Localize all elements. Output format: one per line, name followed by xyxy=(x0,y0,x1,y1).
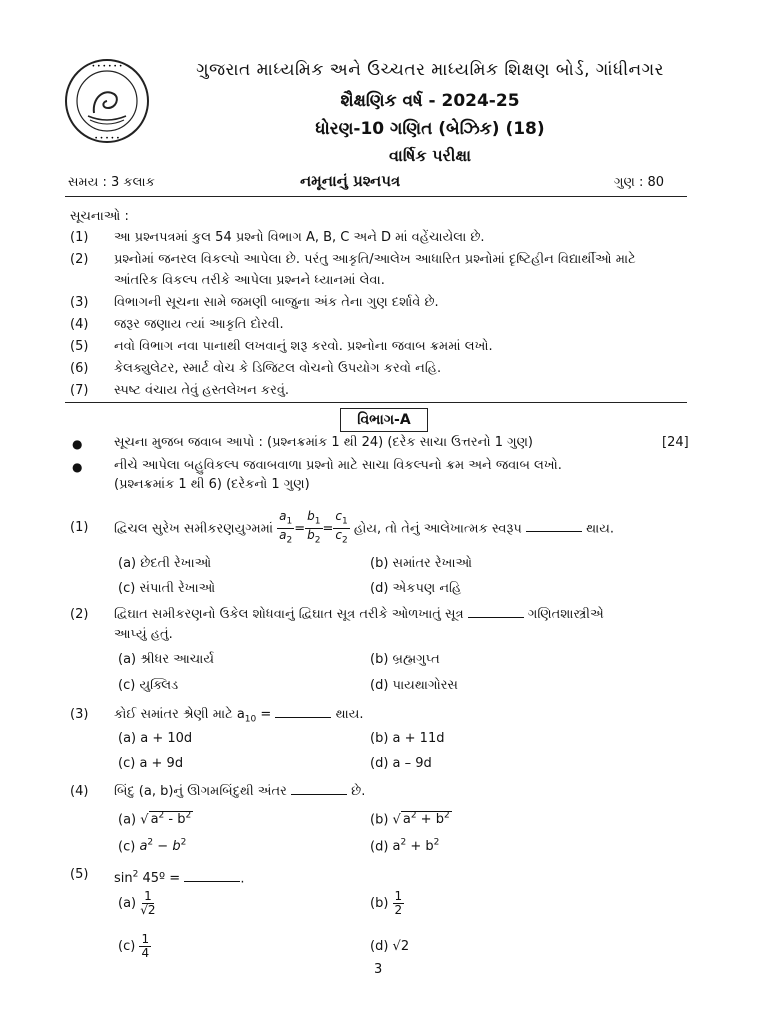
board-seal-logo xyxy=(64,58,150,144)
option-key: (c) xyxy=(118,939,136,954)
option-key: (c) xyxy=(118,756,136,771)
option-key: (c) xyxy=(118,678,136,693)
section-title: વિભાગ-A xyxy=(340,408,428,432)
answer-blank xyxy=(291,784,347,795)
option-d xyxy=(370,678,458,693)
instruction-number: (7) xyxy=(70,383,89,398)
option-key: (a) xyxy=(118,652,137,667)
math-sqrt2: √2 xyxy=(392,939,410,954)
svg-text:• • • • •: • • • • • xyxy=(94,135,120,142)
option-key: (c) xyxy=(118,839,136,855)
question-5 xyxy=(114,866,244,888)
question-number: (4) xyxy=(70,784,89,799)
option-c xyxy=(118,581,215,596)
option-text: યુક્લિડ xyxy=(139,678,179,693)
option-b xyxy=(370,811,452,827)
question-text: ગણિતશાસ્ત્રીએ xyxy=(527,607,604,622)
option-b xyxy=(370,889,404,919)
fraction-c1-c2: $\frac{c_1}{c_2}$ xyxy=(335,509,348,546)
option-key: (c) xyxy=(118,581,136,596)
instruction-text: આ પ્રશ્નપત્રમાં કુલ 54 પ્રશ્નો વિભાગ A, B, C અને D માં વહેંચાયેલા છે. xyxy=(114,230,485,245)
answer-blank xyxy=(468,607,524,618)
paper-label: નમૂનાનું પ્રશ્નપત્ર xyxy=(300,172,401,190)
option-text: a + 9d xyxy=(139,756,184,771)
math-1-over-4: $\frac{1}{4}$ xyxy=(141,932,150,960)
option-text: પાયથાગોરસ xyxy=(392,678,458,693)
question-text: થાય. xyxy=(335,707,364,722)
instruction-text: નવો વિભાગ નવા પાનાથી લખવાનું શરૂ કરવો. પ્રશ્નોના જવાબ ક્રમમાં લખો. xyxy=(114,339,493,354)
option-key: (b) xyxy=(370,896,389,911)
question-2-line1 xyxy=(114,606,604,624)
option-key: (d) xyxy=(370,939,389,954)
option-b xyxy=(370,556,472,571)
option-key: (b) xyxy=(370,556,389,571)
question-number: (5) xyxy=(70,867,89,882)
instruction-number: (5) xyxy=(70,339,89,354)
exam-title: વાર્ષિક પરીક્ષા xyxy=(388,146,472,165)
answer-blank xyxy=(184,871,240,882)
option-text: છેદતી રેખાઓ xyxy=(140,556,212,571)
question-3 xyxy=(114,706,364,729)
option-d xyxy=(370,581,461,596)
section-instruction-2-cont: (પ્રશ્નક્રમાંક 1 થી 6) (દરેકનો 1 ગુણ) xyxy=(114,477,310,492)
instruction-text: સ્પષ્ટ વંચાય તેવું હસ્તલેખન કરવું. xyxy=(114,383,290,398)
option-key: (d) xyxy=(370,581,389,596)
option-key: (b) xyxy=(370,812,389,828)
option-text: એકપણ નહિ xyxy=(392,581,462,596)
option-d xyxy=(370,932,409,962)
instruction-number: (4) xyxy=(70,317,89,332)
svg-text:• • • • • •: • • • • • • xyxy=(91,63,123,70)
option-key: (b) xyxy=(370,652,389,667)
option-key: (a) xyxy=(118,731,137,746)
option-d xyxy=(370,756,432,771)
question-number: (2) xyxy=(70,607,89,622)
question-text: થાય. xyxy=(586,521,615,537)
math-sqrt-a2-minus-b2: √ $a^2 - b^2$ xyxy=(140,811,192,828)
option-a xyxy=(118,652,214,667)
section-instruction-1: સૂચના મુજબ જવાબ આપો : (પ્રશ્નક્રમાંક 1 થી 24) (દરેક સાચા ઉત્તરનો 1 ગુણ) xyxy=(114,435,533,450)
academic-year: શૈક્ષણિક વર્ષ - 2024-25 xyxy=(340,91,520,111)
instruction-text: કેલક્યુલેટર, સ્માર્ટ વોચ કે ડિજિટલ વોચનો ઉપયોગ કરવો નહિ. xyxy=(114,361,442,376)
question-text: છે. xyxy=(351,784,366,799)
math-a2-plus-b2: $a^2 + b^2$ xyxy=(392,838,440,855)
board-name: ગુજરાત માધ્યમિક અને ઉચ્ચતર માધ્યમિક શિક્ષણ બોર્ડ, ગાંધીનગર xyxy=(196,60,664,80)
math-sqrt-a2-plus-b2: √ $a^2 + b^2$ xyxy=(392,811,450,828)
divider-bottom xyxy=(65,402,687,403)
bullet-icon: ● xyxy=(72,437,83,451)
instructions-title: સૂચનાઓ : xyxy=(70,209,129,224)
instruction-text: જરૂર જણાય ત્યાં આકૃતિ દોરવી. xyxy=(114,317,284,332)
instruction-number: (1) xyxy=(70,230,89,245)
option-c xyxy=(118,838,186,854)
option-text: સમાંતર રેખાઓ xyxy=(392,556,473,571)
math-1-over-2: $\frac{1}{2}$ xyxy=(394,889,403,917)
question-text: બિંદુ (a, b)નું ઊગમબિંદુથી અંતર xyxy=(114,784,287,799)
instruction-text: પ્રશ્નોમાં જનરલ વિકલ્પો આપેલા છે. પરંતુ આકૃતિ/આલેખ આધારિત પ્રશ્નોમાં દૃષ્ટિહીન વિદ્યાર્થીઓ માટે xyxy=(114,252,636,267)
question-text: હોય, તો તેનું આલેખાત્મક સ્વરૂપ xyxy=(353,521,522,537)
instruction-text: વિભાગની સૂચના સામે જમણી બાજુના અંક તેના ગુણ દર્શાવે છે. xyxy=(114,295,439,310)
option-text: સંપાતી રેખાઓ xyxy=(139,581,216,596)
option-b xyxy=(370,731,444,746)
option-key: (a) xyxy=(118,896,137,911)
section-instruction-2: નીચે આપેલા બહુવિકલ્પ જવાબવાળા પ્રશ્નો માટે સાચા વિકલ્પનો ક્રમ અને જવાબ લખો. xyxy=(114,458,562,473)
option-text: a – 9d xyxy=(392,756,432,771)
question-number: (1) xyxy=(70,520,89,535)
option-key: (b) xyxy=(370,731,389,746)
instruction-number: (3) xyxy=(70,295,89,310)
section-marks: [24] xyxy=(662,435,689,450)
divider-top xyxy=(65,196,687,197)
question-number: (3) xyxy=(70,707,89,722)
math-a2-minus-b2: $a^2 - b^2$ xyxy=(139,838,187,855)
option-c xyxy=(118,678,178,693)
option-b xyxy=(370,652,440,667)
question-text: . xyxy=(240,871,245,887)
option-a xyxy=(118,889,156,919)
fraction-b1-b2: $\frac{b_1}{b_2}$ xyxy=(307,509,321,546)
bullet-icon: ● xyxy=(72,460,83,474)
option-key: (a) xyxy=(118,556,137,571)
fraction-a1-a2: $\frac{a_1}{a_2}$ xyxy=(279,509,293,546)
option-d xyxy=(370,838,439,854)
option-a xyxy=(118,556,211,571)
option-a xyxy=(118,731,192,746)
option-c xyxy=(118,932,151,962)
instruction-text: આંતરિક વિકલ્પ તરીકે આપેલા પ્રશ્નને ધ્યાનમાં લેવા. xyxy=(114,273,385,288)
option-text: શ્રીધર આચાર્ય xyxy=(140,652,214,667)
question-4 xyxy=(114,783,365,801)
subject-title: ધોરણ-10 ગણિત (બેઝિક) (18) xyxy=(315,119,545,139)
page-number: 3 xyxy=(374,962,383,977)
math-1-over-sqrt2: $\frac{1}{√2}$ xyxy=(140,889,156,917)
marks-label: ગુણ : 80 xyxy=(614,175,665,190)
instruction-number: (6) xyxy=(70,361,89,376)
time-label: સમય : 3 કલાક xyxy=(68,175,155,190)
option-text: a + 10d xyxy=(140,731,193,746)
option-key: (a) xyxy=(118,812,137,828)
question-1: દ્વિચલ સુરેખ સમીકરણયુગ્મમાં $\frac{a_1}{a_2}$ = $\frac{b_1}{b_2}$ = $\frac{c_1}{c_2}$ હોય, તો તેનું આલેખાત્મક સ્વરૂપ થાય. xyxy=(114,509,615,546)
answer-blank xyxy=(526,521,582,532)
option-a xyxy=(118,811,193,827)
option-text: a + 11d xyxy=(392,731,445,746)
option-text: બ્રહ્મગુપ્ત xyxy=(392,652,440,667)
math-sin2-45: $\sin^2$ 45º = xyxy=(114,870,181,887)
option-key: (d) xyxy=(370,756,389,771)
option-key: (d) xyxy=(370,839,389,855)
answer-blank xyxy=(275,707,331,718)
question-text: દ્વિઘાત સમીકરણનો ઉકેલ શોધવાનું દ્વિઘાત સૂત્ર તરીકે ઓળખાતું સૂત્ર xyxy=(114,607,464,622)
option-key: (d) xyxy=(370,678,389,693)
question-2-line2: આપ્યું હતું. xyxy=(114,627,173,642)
question-text: દ્વિચલ સુરેખ સમીકરણયુગ્મમાં xyxy=(114,521,274,537)
instruction-number: (2) xyxy=(70,252,89,267)
math-a10: $a_{10}$ = xyxy=(236,707,272,725)
question-text: કોઈ સમાંતર શ્રેણી માટે xyxy=(114,707,233,722)
option-c xyxy=(118,756,183,771)
